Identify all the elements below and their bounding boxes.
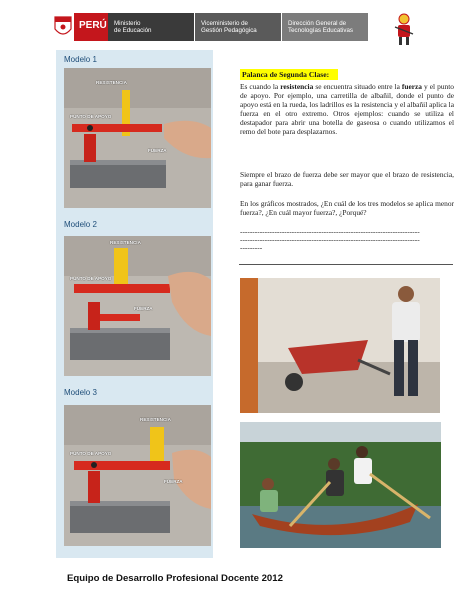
model-2-title: Modelo 2 [64, 220, 97, 229]
ministerio-label: Ministerio de Educación [108, 13, 194, 41]
model-3-title: Modelo 3 [64, 388, 97, 397]
definition-text-start: Es cuando la [240, 82, 281, 91]
section-divider [239, 264, 453, 265]
rowing-boat-photo [240, 422, 441, 548]
rowing-boat-illustration [240, 422, 441, 548]
answer-line-2: ------------------------------------------------------------------------- [240, 236, 420, 244]
rule-paragraph: Siempre el brazo de fuerza debe ser mayor que el brazo de resistencia, para ganar fuerza. [240, 170, 454, 188]
section-heading: Palanca de Segunda Clase: [240, 69, 338, 80]
answer-line-1: ------------------------------------------------------------------------- [240, 228, 420, 236]
viceministerio-label: Viceministerio de Gestión Pedagógica [195, 13, 281, 41]
question-paragraph: En los gráficos mostrados, ¿En cuál de los tres modelos se aplica menor fuerza?, ¿En cuál mayor fuerza?, ¿Porqué? [240, 199, 454, 217]
model-1-title: Modelo 1 [64, 55, 97, 64]
peru-label: PERÚ [79, 20, 107, 31]
wheelbarrow-photo [240, 278, 440, 413]
wheelbarrow-illustration [240, 278, 440, 413]
term-resistencia: resistencia [280, 82, 314, 91]
page-footer: Equipo de Desarrollo Profesional Docente 2012 [67, 573, 283, 584]
definition-text-mid: se encuentra situado entre la [313, 82, 402, 91]
model-2-resistencia-label: RESISTENCIA [110, 240, 141, 245]
direccion-general-label: Dirección General de Tecnologías Educativas [282, 13, 368, 41]
definition-paragraph [240, 82, 454, 136]
model-1-punto-apoyo-label: PUNTO DE APOYO [70, 114, 112, 119]
model-1-fuerza-label: FUERZA [148, 148, 167, 153]
mascot-icon [392, 12, 416, 46]
definition-text-end: y el punto de apoyo. Por ejemplo, una carretilla de albañil, donde el punto de apoyo está en la rueda, los ladrillos es la resistencia y el albañil aplica la fuerza en el otro extremo. Otros ejemplos: cuando se utiliza el destapador para abrir una botella de gaseosa o cuando utilizamos el remo del bote para desplazarnos. [240, 82, 454, 136]
model-3-photo [64, 405, 211, 546]
model-2-fuerza-label: FUERZA [134, 306, 153, 311]
term-fuerza: fuerza [401, 82, 422, 91]
ministry-header-bar [48, 13, 422, 41]
answer-line-3: --------- [240, 244, 263, 252]
model-3-fuerza-label: FUERZA [164, 479, 183, 484]
model-2-punto-apoyo-label: PUNTO DE APOYO [70, 276, 112, 281]
model-1-resistencia-label: RESISTENCIA [96, 80, 127, 85]
model-3-resistencia-label: RESISTENCIA [140, 417, 171, 422]
model-2-photo [64, 236, 211, 376]
model-1-lever-illustration [64, 68, 211, 208]
model-3-punto-apoyo-label: PUNTO DE APOYO [70, 451, 112, 456]
model-3-lever-illustration [64, 405, 211, 546]
model-1-photo [64, 68, 211, 208]
